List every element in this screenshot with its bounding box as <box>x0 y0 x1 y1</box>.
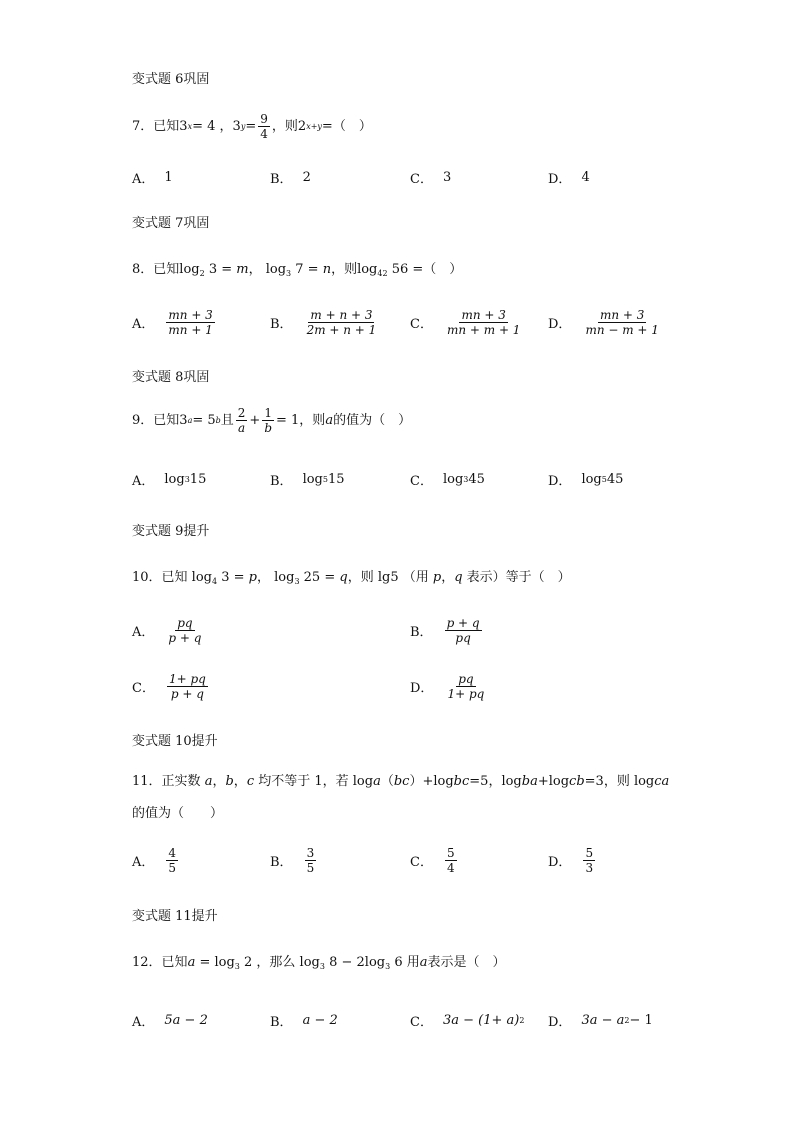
question-text: 6 用 <box>390 955 420 970</box>
fraction-numerator: pq <box>177 616 193 630</box>
variable-p: p <box>248 570 257 585</box>
question-number: 12． <box>132 955 162 970</box>
log-base: 3 <box>234 962 240 971</box>
option-d[interactable] <box>410 672 488 701</box>
question-text: = 5 <box>192 412 216 428</box>
option-b[interactable] <box>410 616 484 645</box>
option-a[interactable] <box>132 1011 208 1030</box>
option-text: 5a − 2 <box>164 1013 208 1028</box>
fraction-numerator: 4 <box>168 846 177 860</box>
option-d[interactable]: D． 3a − a 2 − 1 <box>548 1013 653 1030</box>
variant-heading-7: 变式题 7巩固 <box>132 216 210 231</box>
question-number: 8． <box>132 262 154 277</box>
option-c[interactable] <box>132 672 210 701</box>
fraction-denominator: 4 <box>446 861 455 875</box>
fraction-denominator: p + q <box>170 687 204 701</box>
option-c[interactable] <box>410 846 459 875</box>
option-a[interactable] <box>132 308 217 337</box>
option-label: B． <box>270 474 293 489</box>
fraction <box>305 846 317 875</box>
question-text: 3 = <box>217 570 249 585</box>
variant-heading-9: 变式题 9提升 <box>132 524 210 539</box>
fraction-denominator: 5 <box>306 861 315 875</box>
option-label: B． <box>270 855 293 870</box>
option-c[interactable] <box>410 168 451 187</box>
option-label: A． <box>132 474 155 489</box>
variable-ba: ba <box>521 774 538 789</box>
option-label: C． <box>410 172 433 187</box>
log-base: 3 <box>319 962 325 971</box>
plus-sign: + <box>249 412 261 428</box>
question-11-line-2: 的值为（ ） <box>132 806 224 821</box>
question-7: 7． 已知 3 x = 4 ， 3 y = $\frac{9}{4}$ ，则 2 x+y =（ ） <box>132 112 372 141</box>
option-text: log <box>164 472 185 487</box>
option-label: C． <box>410 855 433 870</box>
option-label: C． <box>132 681 155 696</box>
fraction-numerator: p + q <box>446 616 480 630</box>
fraction-numerator: 3 <box>306 846 315 860</box>
question-text: = log <box>195 955 235 970</box>
fraction <box>167 672 208 701</box>
option-text: 15 <box>327 472 345 487</box>
fraction-numerator: mn + 3 <box>461 308 506 322</box>
fraction-denominator: 3 <box>585 861 594 875</box>
option-label: A． <box>132 172 155 187</box>
fraction-denominator: b <box>264 421 273 435</box>
variable-bc: bc <box>453 774 470 789</box>
log-base: 3 <box>294 577 300 586</box>
variable-c: c <box>246 774 255 789</box>
option-label: B． <box>270 172 293 187</box>
fraction-denominator: 2m + n + 1 <box>306 323 377 337</box>
fraction-denominator: a <box>238 421 246 435</box>
question-text: 3 = <box>204 262 237 277</box>
option-c[interactable]: C． log 3 45 <box>410 472 485 489</box>
option-label: D． <box>548 474 572 489</box>
option-text: 3 <box>442 170 452 185</box>
fraction <box>166 616 203 645</box>
question-text: 已知 log <box>161 570 212 585</box>
option-label: D． <box>548 1015 572 1030</box>
fraction <box>445 846 457 875</box>
question-text: 的值为（ ） <box>333 412 412 428</box>
question-text: ， log <box>256 570 295 585</box>
fraction <box>258 112 270 141</box>
question-text: 已知3 <box>153 412 188 428</box>
option-label: B． <box>410 625 433 640</box>
math-base: 3 <box>179 118 188 134</box>
variable-a: a <box>373 774 381 789</box>
option-label: D． <box>548 317 572 332</box>
question-text: =5，log <box>469 774 522 789</box>
fraction-denominator: mn + 1 <box>168 323 213 337</box>
question-text: ， <box>212 774 226 789</box>
fraction-numerator: 1+ pq <box>168 672 206 686</box>
log-base: 4 <box>212 577 218 586</box>
question-text: ，则 <box>271 118 298 134</box>
fraction-denominator: p + q <box>168 631 202 645</box>
question-text: ，则 lg5 （用 <box>347 570 433 585</box>
question-text: 表示）等于（ ） <box>462 570 571 585</box>
fraction-numerator: 5 <box>446 846 455 860</box>
option-a[interactable]: A． log 3 15 <box>132 472 207 489</box>
fraction-denominator: 1+ pq <box>447 687 485 701</box>
question-text: 正实数 <box>161 774 205 789</box>
variable-ca: ca <box>654 774 670 789</box>
option-text: 4 <box>581 170 590 185</box>
fraction-numerator: mn + 3 <box>599 308 645 322</box>
question-text: 已知 <box>153 118 180 134</box>
option-b[interactable] <box>270 168 311 187</box>
option-label: D． <box>410 681 434 696</box>
fraction <box>445 672 486 701</box>
option-text: − 1 <box>629 1013 653 1028</box>
question-text: +log <box>537 774 570 789</box>
option-c[interactable]: C． 3a − (1+ a) 2 <box>410 1013 525 1030</box>
question-text: =3，则 log <box>584 774 655 789</box>
question-text: ， log <box>248 262 287 277</box>
option-text: 3a − a <box>581 1013 625 1028</box>
option-label: D． <box>548 855 572 870</box>
option-text: log <box>581 472 602 487</box>
variable-cb: cb <box>569 774 585 789</box>
question-11 <box>132 774 669 790</box>
fraction <box>262 406 274 435</box>
fraction-denominator: mn − m + 1 <box>585 323 659 337</box>
option-a[interactable] <box>132 616 205 645</box>
log-base: 42 <box>377 269 388 278</box>
option-label: D． <box>548 172 572 187</box>
fraction-numerator: 5 <box>585 846 594 860</box>
fraction <box>583 846 595 875</box>
question-text: ）+log <box>409 774 454 789</box>
variable-bc: bc <box>393 774 410 789</box>
question-text: = <box>245 118 257 134</box>
option-text: 2 <box>302 170 311 185</box>
question-text: =（ ） <box>321 118 372 134</box>
question-8 <box>132 262 462 278</box>
variant-heading-6: 变式题 6巩固 <box>132 72 210 87</box>
option-label: A． <box>132 1015 155 1030</box>
variable-a: a <box>325 412 334 428</box>
fraction <box>445 308 523 337</box>
question-text: 8 − 2log <box>324 955 386 970</box>
question-10 <box>132 570 571 586</box>
option-text: 45 <box>606 472 624 487</box>
option-label: A． <box>132 855 155 870</box>
option-text: 45 <box>468 472 485 487</box>
option-d[interactable] <box>548 168 590 187</box>
option-d[interactable] <box>548 308 663 337</box>
option-text: log <box>442 472 464 487</box>
variable-a: a <box>204 774 213 789</box>
variable-b: b <box>225 774 234 789</box>
variable-a: a <box>187 955 196 970</box>
fraction-numerator: 1 <box>264 406 272 420</box>
option-b[interactable]: B． log 5 15 <box>270 472 345 489</box>
question-9: 9． 已知3 a = 5 b 且 $\frac{2}{a}$ + $\frac{1}{b}$ = 1，则 a 的值为（ ） <box>132 406 412 435</box>
fraction-numerator: 2 <box>237 406 246 420</box>
question-text: 56 =（ ） <box>387 262 463 277</box>
question-number: 10． <box>132 570 162 585</box>
variable-p: p <box>432 570 442 585</box>
question-number: 7． <box>132 118 154 134</box>
option-d[interactable] <box>548 846 597 875</box>
option-a[interactable] <box>132 846 180 875</box>
option-label: B． <box>270 317 293 332</box>
log-base: 3 <box>385 962 391 971</box>
fraction <box>445 616 482 645</box>
variable-q: q <box>454 570 463 585</box>
variant-heading-11: 变式题 11提升 <box>132 909 218 924</box>
question-text: 且 <box>220 412 234 428</box>
question-text: = 1，则 <box>276 412 326 428</box>
option-text: 15 <box>189 472 207 487</box>
variant-heading-8: 变式题 8巩固 <box>132 370 210 385</box>
fraction-numerator: pq <box>458 672 474 686</box>
option-label: C． <box>410 317 433 332</box>
math-base: 3 <box>232 118 241 134</box>
fraction-denominator: mn + m + 1 <box>446 323 521 337</box>
variant-heading-10: 变式题 10提升 <box>132 734 218 749</box>
question-number: 11． <box>132 774 162 789</box>
option-text: 1 <box>164 170 173 185</box>
option-label: A． <box>132 625 155 640</box>
question-number: 9． <box>132 412 154 428</box>
question-text: 已知log <box>153 262 200 277</box>
fraction <box>166 846 178 875</box>
question-text: ， <box>233 774 247 789</box>
fraction-denominator: 4 <box>260 127 268 141</box>
fraction <box>236 406 248 435</box>
question-text: 2 ，那么 log <box>239 955 320 970</box>
question-text: 均不等于 1，若 log <box>254 774 374 789</box>
option-label: A． <box>132 317 155 332</box>
option-a[interactable] <box>132 168 173 187</box>
log-base: 2 <box>199 269 205 278</box>
fraction-numerator: m + n + 3 <box>310 308 373 322</box>
option-label: C． <box>410 474 433 489</box>
question-text: （ <box>380 774 394 789</box>
option-c[interactable] <box>410 308 524 337</box>
variable-a: a <box>419 955 428 970</box>
option-d[interactable]: D． log 5 45 <box>548 472 624 489</box>
variable-n: n <box>322 262 332 277</box>
question-text: 已知 <box>161 955 188 970</box>
question-text: ， <box>441 570 455 585</box>
fraction-denominator: pq <box>455 631 471 645</box>
option-b[interactable] <box>270 846 318 875</box>
fraction <box>305 308 379 337</box>
question-12 <box>132 955 506 971</box>
question-text: ，则log <box>331 262 378 277</box>
math-base: 2 <box>297 118 307 134</box>
option-b[interactable] <box>270 308 380 337</box>
question-text: = 4 ， <box>192 118 233 134</box>
question-text: 表示是（ ） <box>427 955 506 970</box>
fraction <box>583 308 661 337</box>
fraction-numerator: 9 <box>260 112 268 126</box>
question-text: 25 = <box>299 570 340 585</box>
option-text: a − 2 <box>302 1013 338 1028</box>
fraction <box>166 308 214 337</box>
option-text: 3a − (1+ a) <box>442 1013 520 1028</box>
option-b[interactable] <box>270 1011 338 1030</box>
fraction-denominator: 5 <box>168 861 177 875</box>
fraction-numerator: mn + 3 <box>168 308 213 322</box>
variable-m: m <box>236 262 249 277</box>
question-text: 7 = <box>291 262 323 277</box>
log-base: 3 <box>286 269 292 278</box>
variable-q: q <box>339 570 348 585</box>
option-text: log <box>302 472 323 487</box>
option-label: B． <box>270 1015 293 1030</box>
option-label: C． <box>410 1015 433 1030</box>
